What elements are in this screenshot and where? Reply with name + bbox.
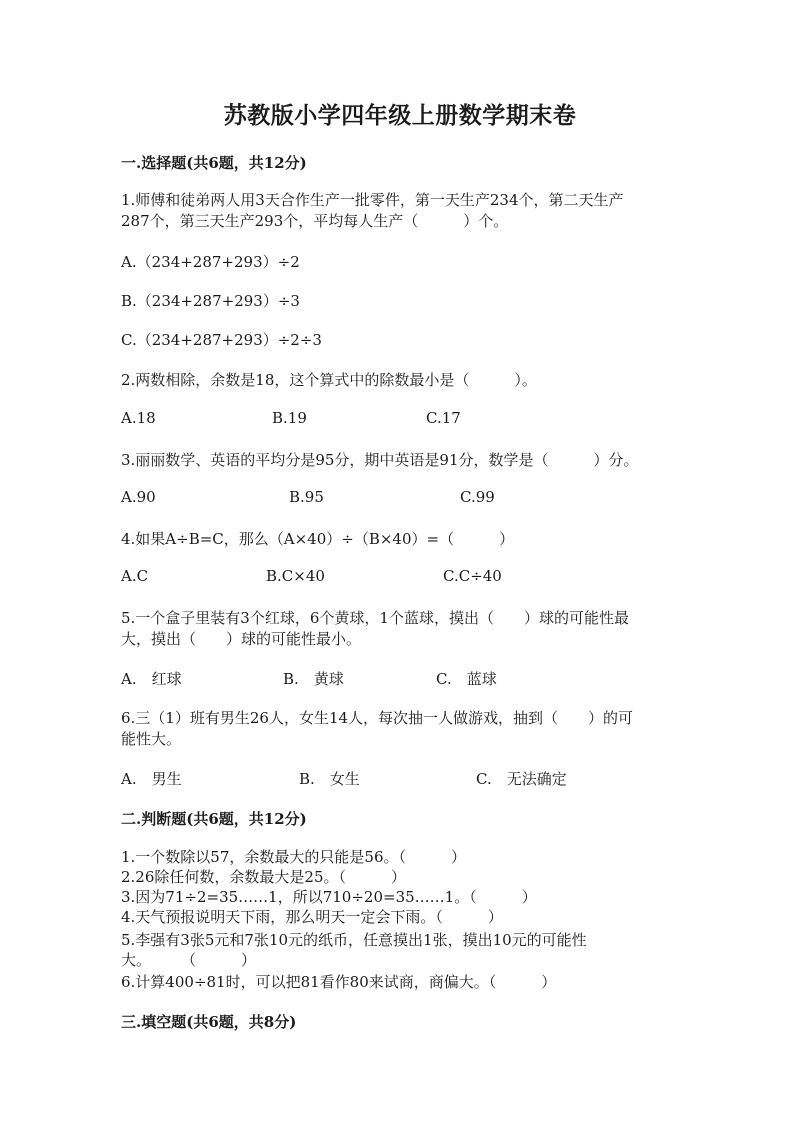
question-5-option-b: B. 黄球 xyxy=(283,670,344,688)
question-4-option-a: A.C xyxy=(121,567,149,585)
question-5-option-a: A. 红球 xyxy=(121,670,182,688)
question-6-line-2: 能性大。 xyxy=(121,730,182,748)
question-5-line-1: 5.一个盒子里装有3个红球，6个黄球，1个蓝球，摸出（ ）球的可能性最 xyxy=(121,609,629,627)
question-6-option-c: C. 无法确定 xyxy=(476,770,567,788)
section-heading-choice: 一.选择题(共6题，共12分) xyxy=(121,154,307,172)
judgement-item-1: 1.一个数除以57，余数最大的只能是56。（ ） xyxy=(121,848,466,866)
question-2-stem: 2.两数相除，余数是18，这个算式中的除数最小是（ ）。 xyxy=(121,371,537,389)
question-3-option-a: A.90 xyxy=(121,488,156,506)
question-2-option-c: C.17 xyxy=(426,409,461,427)
judgement-item-6: 6.计算400÷81时，可以把81看作80来试商，商偏大。（ ） xyxy=(121,973,557,991)
question-3-stem: 3.丽丽数学、英语的平均分是95分，期中英语是91分，数学是（ ）分。 xyxy=(121,451,639,469)
question-4-option-b: B.C×40 xyxy=(266,567,325,585)
judgement-item-4: 4.天气预报说明天下雨，那么明天一定会下雨。（ ） xyxy=(121,908,503,926)
question-5-option-c: C. 蓝球 xyxy=(436,670,497,688)
question-6-option-b: B. 女生 xyxy=(299,770,360,788)
question-1-option-c: C.（234+287+293）÷2÷3 xyxy=(121,331,322,349)
question-6-option-a: A. 男生 xyxy=(121,770,182,788)
judgement-item-5-line-1: 5.李强有3张5元和7张10元的纸币，任意摸出1张，摸出10元的可能性 xyxy=(121,931,587,949)
section-heading-true-false: 二.判断题(共6题，共12分) xyxy=(121,810,307,828)
question-6-line-1: 6.三（1）班有男生26人，女生14人，每次抽一人做游戏，抽到（ ）的可 xyxy=(121,709,634,727)
section-heading-fill-blank: 三.填空题(共6题，共8分) xyxy=(121,1013,297,1031)
judgement-item-3: 3.因为71÷2=35……1，所以710÷20=35……1。（ ） xyxy=(121,888,537,906)
question-4-option-c: C.C÷40 xyxy=(443,567,502,585)
question-1-line-1: 1.师傅和徒弟两人用3天合作生产一批零件，第一天生产234个，第二天生产 xyxy=(121,191,624,209)
judgement-item-5-line-2: 大。 （ ） xyxy=(121,951,257,969)
question-2-option-b: B.19 xyxy=(272,409,307,427)
judgement-item-2: 2.26除任何数，余数最大是25。（ ） xyxy=(121,868,406,886)
question-2-option-a: A.18 xyxy=(121,409,156,427)
page-title: 苏教版小学四年级上册数学期末卷 xyxy=(223,102,577,129)
question-1-option-a: A.（234+287+293）÷2 xyxy=(121,253,300,271)
question-1-line-2: 287个，第三天生产293个，平均每人生产（ ）个。 xyxy=(121,212,509,230)
question-5-line-2: 大，摸出（ ）球的可能性最小。 xyxy=(121,630,362,648)
question-3-option-c: C.99 xyxy=(460,488,495,506)
question-4-stem: 4.如果A÷B=C，那么（A×40）÷（B×40）=（ ） xyxy=(121,530,515,548)
question-1-option-b: B.（234+287+293）÷3 xyxy=(121,292,300,310)
question-3-option-b: B.95 xyxy=(289,488,324,506)
